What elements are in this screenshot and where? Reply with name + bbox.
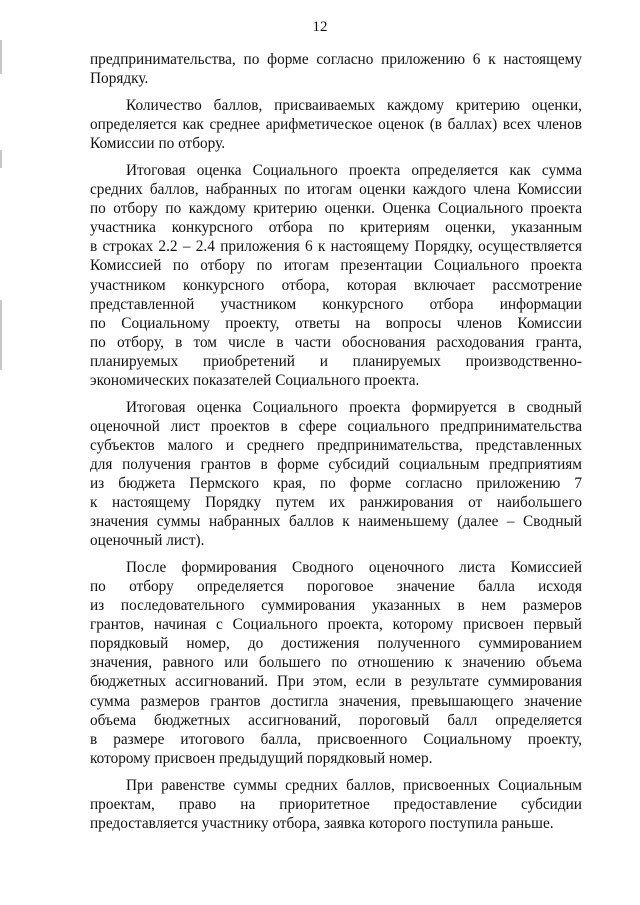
text-line: оценочной лист проектов в сфере социального предпринимательства: [90, 417, 582, 435]
text-line: по отбору, в том числе в части обоснования расходования гранта,: [90, 333, 582, 351]
text-line: к настоящему Порядку путем их ранжирования от наибольшего: [90, 494, 582, 512]
text-line: Порядку.: [90, 70, 149, 88]
paragraph: [90, 398, 582, 550]
paragraph: [90, 558, 582, 768]
text-line: предоставляется участнику отбора, заявка которого поступила раньше.: [90, 814, 554, 832]
text-line: из последовательного суммирования указанных в нем размеров: [90, 597, 582, 615]
text-line: из бюджета Пермского края, по форме согласно приложению 7: [90, 474, 582, 492]
paragraph-gap: [90, 550, 582, 558]
text-line: Количество баллов, присваиваемых каждому критерию оценки,: [126, 97, 582, 115]
page-number: 12: [312, 19, 328, 35]
text-line: оценочный лист).: [90, 532, 205, 550]
paragraph: [90, 161, 582, 390]
paragraph: [90, 776, 582, 833]
text-line: субъектов малого и среднего предпринимательства, представленных: [90, 436, 582, 454]
text-line: экономических показателей Социального проекта.: [90, 371, 420, 389]
text-line: сумма размеров грантов достигла значения, превышающего значение: [90, 692, 582, 710]
paragraph: [90, 96, 582, 153]
text-line: планируемых приобретений и планируемых производственно-: [90, 352, 582, 370]
text-line: средних баллов, набранных по итогам оценки каждого члена Комиссии: [90, 181, 582, 199]
paragraph-gap: [90, 390, 582, 398]
left-edge-scan-mark: [0, 300, 2, 370]
paragraph-gap: [90, 153, 582, 161]
text-line: определяется как среднее арифметическое оценок (в баллах) всех членов: [90, 116, 582, 134]
text-line: участника конкурсного отбора по критериям оценки, указанным: [90, 219, 582, 237]
document-body: [90, 50, 582, 833]
text-line: участником конкурсного отбора, которая включает рассмотрение: [90, 276, 582, 294]
text-line: в строках 2.2 – 2.4 приложения 6 к настоящему Порядку, осуществляется: [90, 238, 582, 256]
text-line: представленной участником конкурсного отбора информации: [90, 295, 582, 313]
text-line: в размере итогового балла, присвоенного Социальному проекту,: [90, 730, 582, 748]
text-line: по отбору по каждому критерию оценки. Оценка Социального проекта: [90, 200, 582, 218]
paragraph: [90, 50, 582, 88]
text-line: значения, равного или большего по отношению к значению объема: [90, 654, 582, 672]
text-line: Итоговая оценка Социального проекта определяется как сумма: [126, 162, 582, 180]
text-line: После формирования Сводного оценочного листа Комиссией: [126, 559, 582, 577]
text-line: объема бюджетных ассигнований, пороговый балл определяется: [90, 711, 582, 729]
paragraph-gap: [90, 88, 582, 96]
text-line: которому присвоен предыдущий порядковый номер.: [90, 749, 433, 767]
text-line: Комиссией по отбору по итогам презентации Социального проекта: [90, 257, 582, 275]
text-line: по отбору определяется пороговое значение балла исходя: [90, 578, 582, 596]
text-line: Комиссии по отбору.: [90, 135, 226, 153]
text-line: бюджетных ассигнований. При этом, если в результате суммирования: [90, 673, 582, 691]
text-line: Итоговая оценка Социального проекта формируется в сводный: [126, 398, 582, 416]
text-line: для получения грантов в форме субсидий социальным предприятиям: [90, 455, 582, 473]
text-line: предпринимательства, по форме согласно приложению 6 к настоящему: [90, 51, 582, 68]
text-line: грантов, начиная с Социального проекта, которому присвоен первый: [90, 616, 582, 634]
left-edge-scan-mark: [0, 40, 2, 74]
left-edge-scan-mark: [0, 150, 2, 168]
text-line: порядковый номер, до достижения полученного суммированием: [90, 635, 582, 653]
text-line: по Социальному проекту, ответы на вопросы членов Комиссии: [90, 314, 582, 332]
paragraph-gap: [90, 768, 582, 776]
text-line: проектам, право на приоритетное предоставление субсидии: [90, 795, 582, 813]
text-line: значения суммы набранных баллов к наименьшему (далее – Сводный: [90, 513, 582, 531]
text-line: При равенстве суммы средних баллов, присвоенных Социальным: [126, 776, 582, 794]
